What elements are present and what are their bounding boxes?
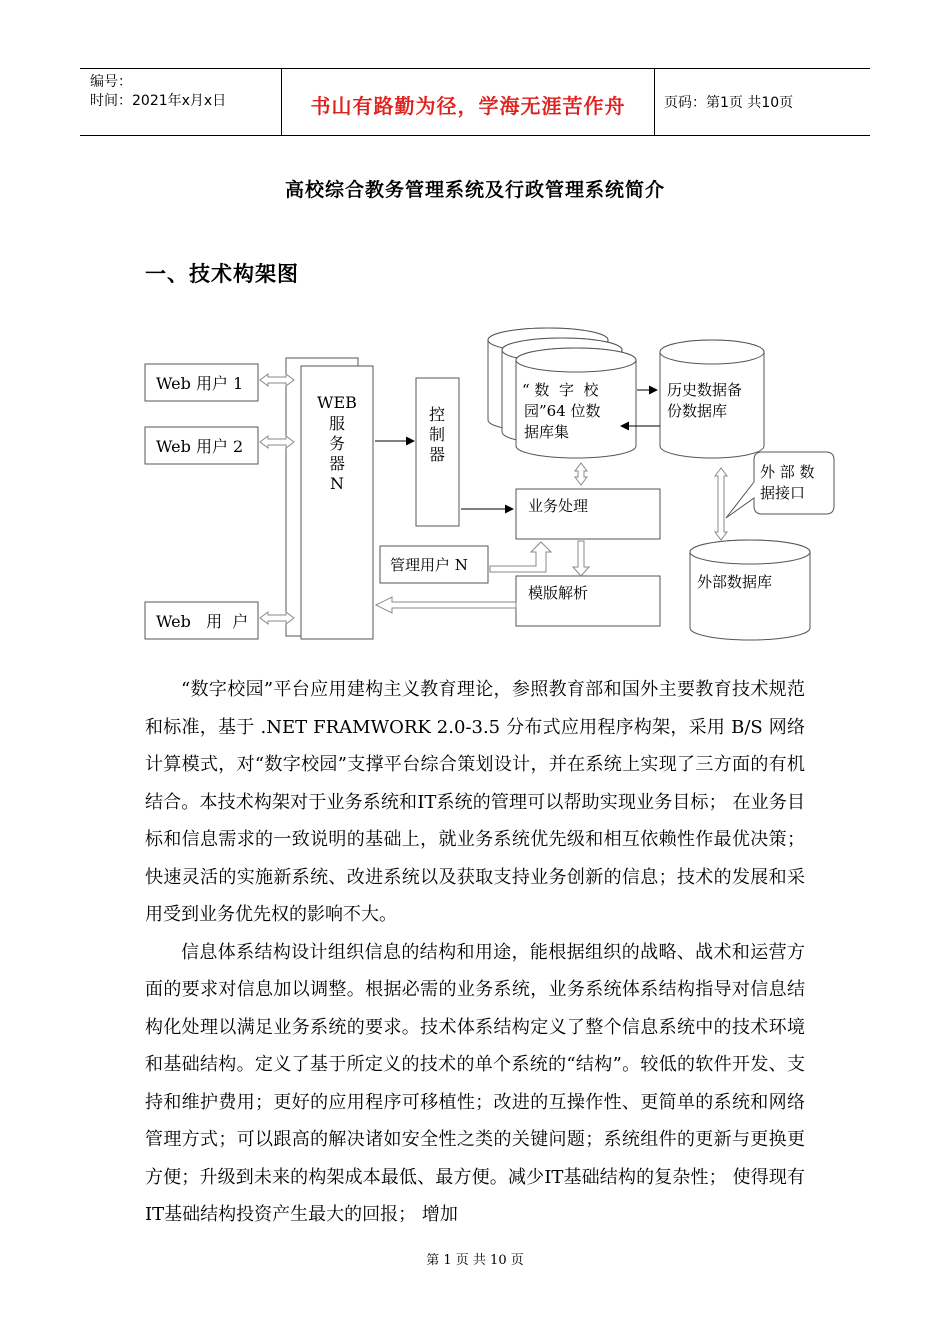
header-motto: 书山有路勤为径，学海无涯苦作舟 [310, 94, 626, 118]
label-controller-2: 器 [428, 445, 446, 464]
header-page-code: 页码：第1页 共10页 [664, 95, 794, 111]
page-footer: 第 1 页 共 10 页 [426, 1253, 524, 1268]
label-history-db-0: 历史数据备 [667, 381, 743, 399]
label-web-server-1: 服 [328, 414, 346, 433]
label-web-user: Web 用 户 [156, 612, 249, 631]
header-divider-right [654, 68, 655, 135]
label-external-db: 外部数据库 [697, 573, 773, 591]
architecture-diagram [0, 300, 950, 660]
arrow-business-template [573, 541, 589, 576]
label-web-user-1: Web 用户 1 [156, 374, 244, 393]
label-db-set-2: 据库集 [524, 423, 570, 441]
header-divider-left [281, 68, 282, 135]
label-template-parse: 模版解析 [528, 584, 589, 602]
body-text [145, 671, 805, 1234]
document-title: 高校综合教务管理系统及行政管理系统简介 [284, 179, 665, 201]
label-web-server-0: WEB [317, 393, 357, 412]
label-web-user-2: Web 用户 2 [156, 437, 244, 456]
label-web-server-3: 器 [328, 454, 346, 473]
header-time-label: 时间：2021年x月x日 [90, 93, 227, 109]
arrow-web-user-1-server [260, 374, 294, 386]
label-external-interface-1: 据接口 [760, 484, 806, 502]
header-bottom-rule [80, 135, 870, 136]
section-heading-architecture: 一、技术构架图 [145, 262, 299, 286]
label-controller-1: 制 [428, 425, 446, 444]
label-web-server-2: 务 [328, 434, 346, 453]
label-db-set-0: “ 数 字 校 [522, 381, 599, 399]
label-web-server-4: N [330, 474, 344, 493]
arrow-web-user-2-server [260, 436, 294, 448]
label-business-process: 业务处理 [528, 497, 589, 515]
arrow-dbset-business [575, 463, 587, 485]
label-external-interface-0: 外 部 数 [760, 463, 815, 481]
paragraph-2: 信息体系结构设计组织信息的结构和用途，能根据组织的战略、战术和运营方面的要求对信息加以调整。根据必需的业务系统，业务系统体系结构指导对信息结构化处理以满足业务系统的要求。技术体系结构定义了整个信息系统中的技术环境和基础结构。定义了基于所定义的技术的单个系统的“结构”。较低的软件开发、支持和维护费用；更好的应用程序可移植性；改进的互操作性、更简单的系统和网络管理方式；可以跟高的解决诸如安全性之类的关键问题；系统组件的更新与更换更方便；升级到未来的构架成本最低、最方便。减少IT基础结构的复杂性； 使得现有IT基础结构投资产生最大的回报； 增加 [145, 941, 805, 1225]
label-controller-0: 控 [428, 405, 446, 424]
arrow-web-user-server [260, 612, 294, 624]
header-top-rule [80, 68, 870, 69]
label-db-set-1: 园”64 位数 [524, 402, 601, 420]
header-number-label: 编号： [90, 74, 132, 90]
label-admin-user: 管理用户 N [390, 556, 468, 574]
paragraph-1: “数字校园”平台应用建构主义教育理论，参照教育部和国外主要教育技术规范和标准，基于 .NET FRAMWORK 2.0-3.5 分布式应用程序构架，采用 B/S 网络计算模式，对“数字校园”支撑平台综合策划设计，并在系统上实现了三方面的有机结合。本技术构架对于业务系统和IT系统的管理可以帮助实现业务目标； 在业务目标和信息需求的一致说明的基础上，就业务系统优先级和相互依赖性作最优决策；快速灵活的实施新系统、改进系统以及获取支持业务创新的信息；技术的发展和采用受到业务优先权的影响不大。 [145, 679, 805, 925]
label-history-db-1: 份数据库 [667, 402, 728, 420]
arrow-template-server [376, 597, 516, 613]
arrow-admin-business [490, 542, 551, 572]
arrow-history-external [715, 468, 727, 540]
